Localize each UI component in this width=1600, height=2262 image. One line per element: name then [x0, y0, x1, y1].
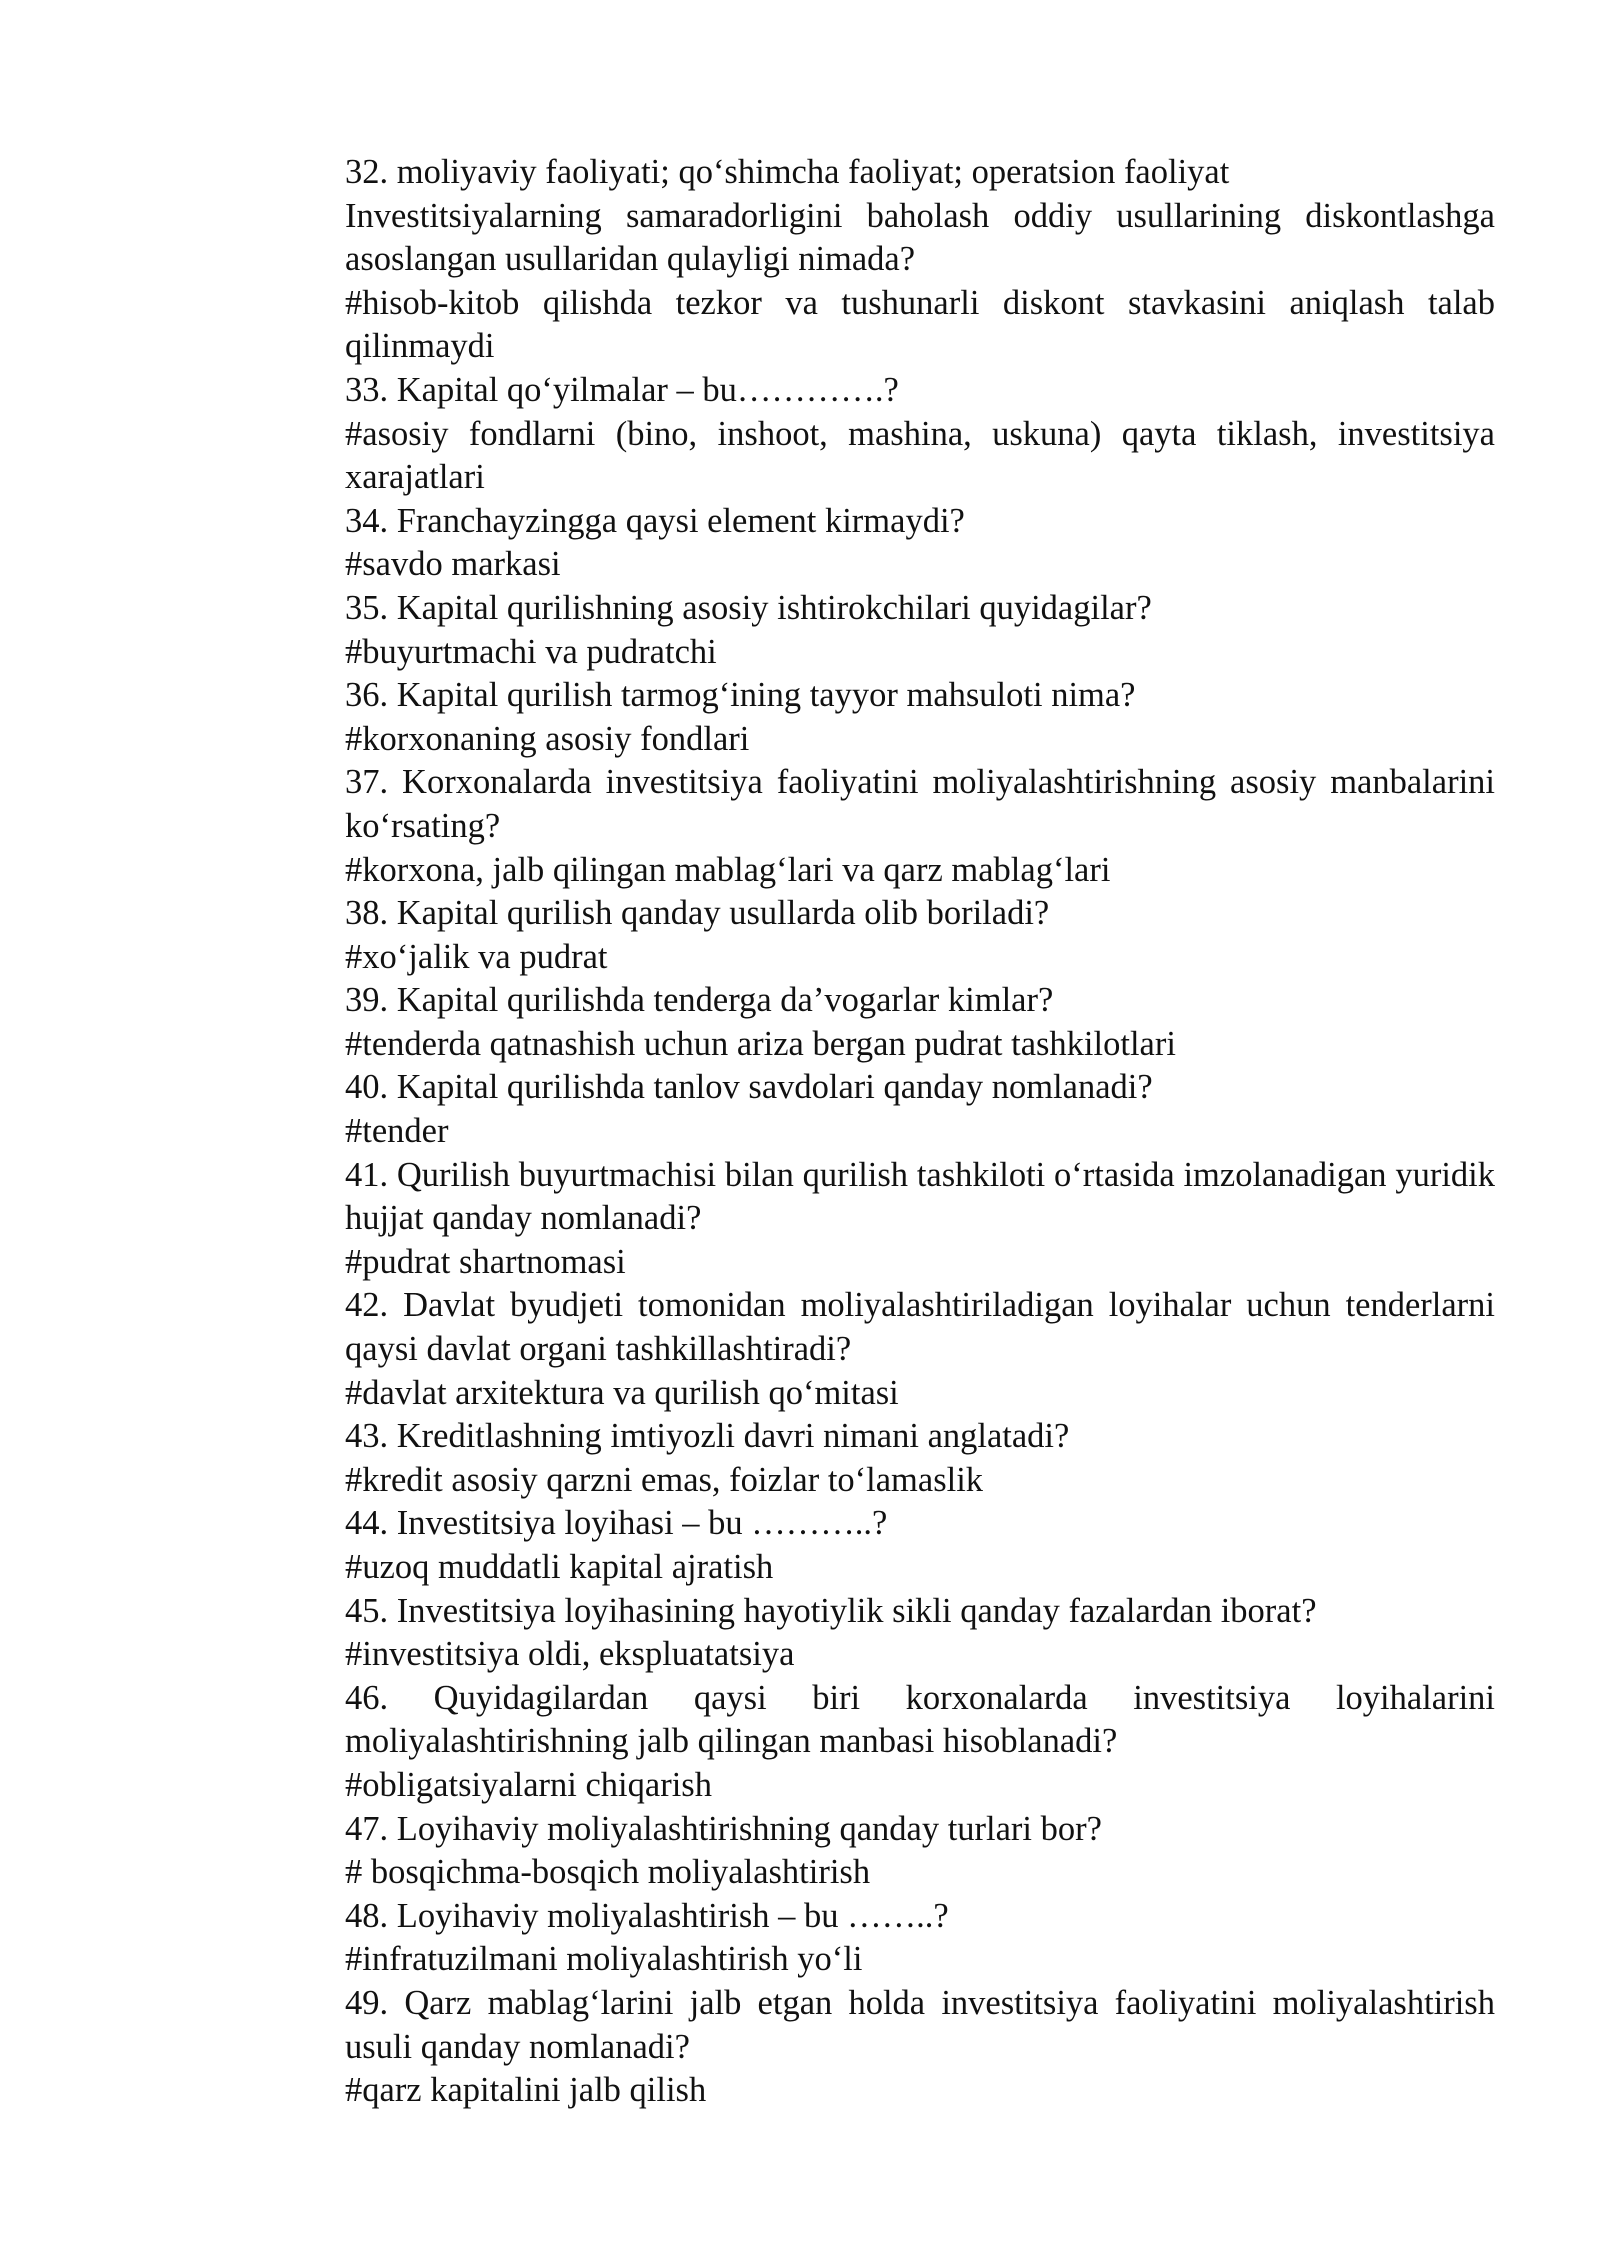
text-line: #korxona, jalb qilingan mablag‘lari va qarz mablag‘lari: [345, 850, 1111, 889]
text-line: #infratuzilmani moliyalashtirish yo‘li: [345, 1940, 863, 1979]
text-line: 39. Kapital qurilishda tenderga da’vogarlar kimlar?: [345, 981, 1054, 1020]
text-line: #pudrat shartnomasi: [345, 1242, 626, 1281]
text-line: 41. Qurilish buyurtmachisi bilan qurilish tashkiloti o‘rtasida imzolanadigan yuridik hujjat qanday nomlanadi?: [345, 1155, 1495, 1238]
text-line: 35. Kapital qurilishning asosiy ishtirokchilari quyidagilar?: [345, 588, 1152, 627]
text-line: # bosqichma-bosqich moliyalashtirish: [345, 1853, 871, 1892]
text-line: #tenderda qatnashish uchun ariza bergan pudrat tashkilotlari: [345, 1024, 1176, 1063]
text-line: #korxonaning asosiy fondlari: [345, 719, 750, 758]
text-line: 45. Investitsiya loyihasining hayotiylik sikli qanday fazalardan iborat?: [345, 1591, 1317, 1630]
text-line: #uzoq muddatli kapital ajratish: [345, 1548, 774, 1586]
text-line: 49. Qarz mablag‘larini jalb etgan holda investitsiya faoliyatini moliyalashtirish usuli qanday nomlanadi?: [345, 1983, 1495, 2066]
text-line: 48. Loyihaviy moliyalashtirish – bu ……..?: [345, 1896, 949, 1935]
text-line: #tender: [345, 1112, 449, 1151]
text-line: #davlat arxitektura va qurilish qo‘mitasi: [345, 1373, 899, 1412]
text-line: 36. Kapital qurilish tarmog‘ining tayyor mahsuloti nima?: [345, 676, 1136, 715]
text-line: #kredit asosiy qarzni emas, foizlar to‘lamaslik: [345, 1460, 984, 1499]
text-line: #obligatsiyalarni chiqarish: [345, 1765, 712, 1804]
text-line: 43. Kreditlashning imtiyozli davri nimani anglatadi?: [345, 1417, 1070, 1456]
text-line: 46. Quyidagilardan qaysi biri korxonalarda investitsiya loyihalarini moliyalashtirishning jalb qilingan manbasi hisoblanadi?: [345, 1678, 1495, 1761]
text-line: #buyurtmachi va pudratchi: [345, 632, 717, 671]
text-line: 40. Kapital qurilishda tanlov savdolari qanday nomlanadi?: [345, 1068, 1153, 1107]
text-line: #qarz kapitalini jalb qilish: [345, 2071, 707, 2110]
text-line: #xo‘jalik va pudrat: [345, 937, 608, 976]
text-line: 38. Kapital qurilish qanday usullarda olib boriladi?: [345, 894, 1050, 933]
document-body: [345, 151, 1495, 2113]
text-line: Investitsiyalarning samaradorligini baholash oddiy usullarining diskontlashga asoslangan usullaridan qulayligi nimada?: [345, 196, 1495, 279]
text-line: #investitsiya oldi, ekspluatatsiya: [345, 1635, 795, 1674]
text-line: #asosiy fondlarni (bino, inshoot, mashina, uskuna) qayta tiklash, investitsiya xarajatlari: [345, 414, 1495, 497]
text-line: #hisob-kitob qilishda tezkor va tushunarli diskont stavkasini aniqlash talab qilinmaydi: [345, 283, 1495, 366]
text-line: 34. Franchayzingga qaysi element kirmaydi?: [345, 501, 965, 540]
text-line: 44. Investitsiya loyihasi – bu ………..?: [345, 1504, 888, 1543]
text-line: 33. Kapital qo‘yilmalar – bu………….?: [345, 370, 899, 409]
text-line: 47. Loyihaviy moliyalashtirishning qanday turlari bor?: [345, 1809, 1102, 1848]
text-line: 37. Korxonalarda investitsiya faoliyatini moliyalashtirishning asosiy manbalarini ko‘rsating?: [345, 763, 1495, 845]
text-line: 32. moliyaviy faoliyati; qo‘shimcha faoliyat; operatsion faoliyat: [345, 153, 1230, 191]
text-line: 42. Davlat byudjeti tomonidan moliyalashtiriladigan loyihalar uchun tenderlarni qaysi davlat organi tashkillashtiradi?: [345, 1286, 1495, 1369]
text-line: #savdo markasi: [345, 545, 561, 584]
